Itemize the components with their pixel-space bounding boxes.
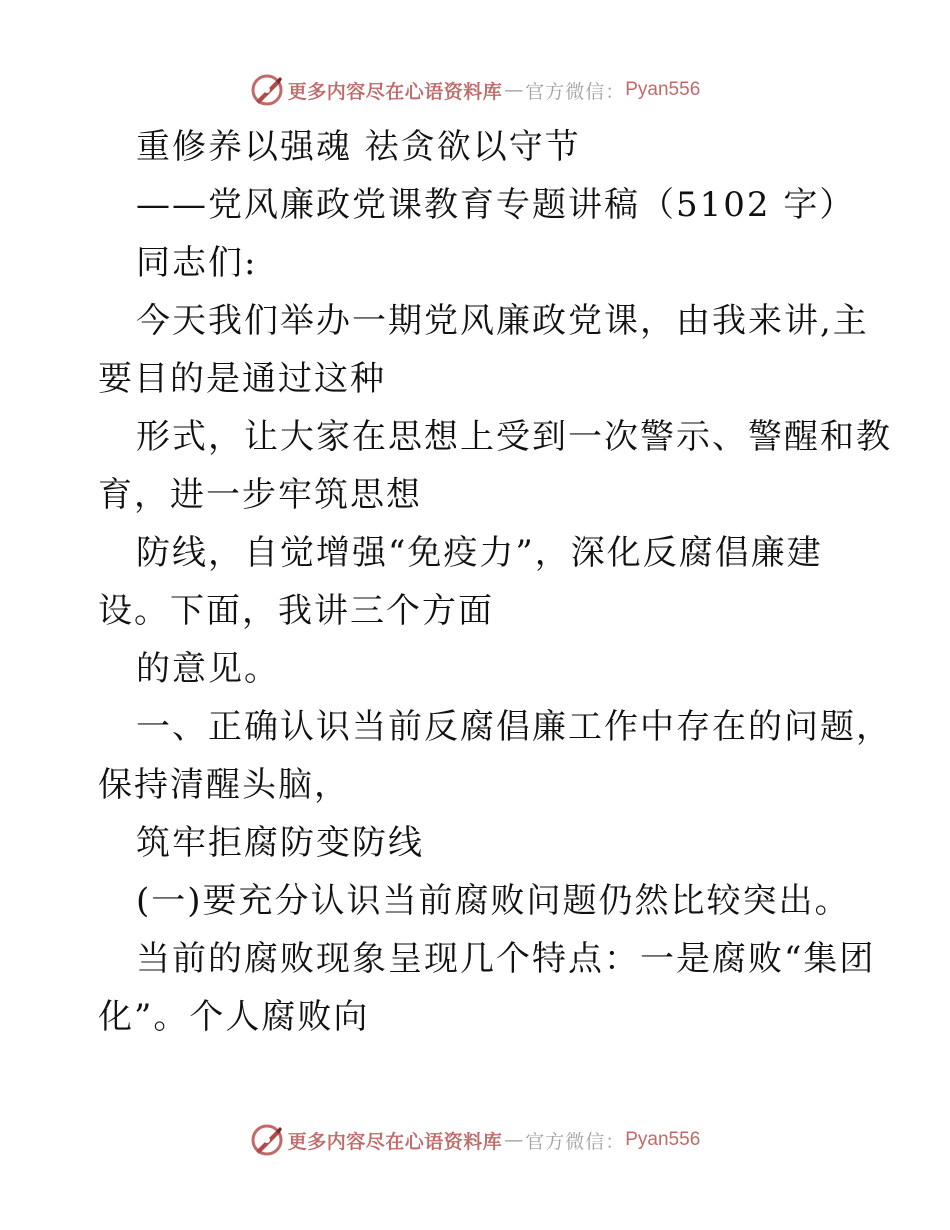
watermark-wechat-label: 官方微信： — [525, 1130, 626, 1153]
watermark-wechat-label: 官方微信： — [525, 80, 626, 103]
watermark-brand-text: 更多内容尽在心语资料库 — [287, 1130, 503, 1153]
pen-logo-icon — [250, 1123, 284, 1157]
paragraph-line: 化”。个人腐败向 — [98, 997, 370, 1037]
section-heading: 保持清醒头脑， — [98, 765, 350, 805]
paragraph-line: 要目的是通过这种 — [98, 359, 386, 399]
document-title: 重修养以强魂 祛贪欲以守节 — [136, 127, 581, 167]
watermark-brand-text: 更多内容尽在心语资料库 — [287, 80, 503, 103]
watermark-dash: — — [504, 1129, 524, 1151]
paragraph-line: 防线，自觉增强“免疫力”，深化反腐倡廉建 — [136, 533, 823, 573]
watermark-wechat-id: Pyan556 — [625, 1129, 701, 1150]
subsection-heading: (一)要充分认识当前腐败问题仍然比较突出。 — [136, 881, 851, 921]
paragraph-line: 设。下面，我讲三个方面 — [98, 591, 494, 631]
pen-logo-icon — [250, 73, 284, 107]
header-watermark — [0, 70, 950, 110]
section-heading: 筑牢拒腐防变防线 — [136, 823, 424, 863]
greeting: 同志们: — [136, 243, 258, 283]
paragraph-line: 今天我们举办一期党风廉政党课，由我来讲,主 — [136, 301, 869, 341]
watermark-wechat-id: Pyan556 — [625, 79, 701, 100]
watermark-dash: — — [504, 79, 524, 101]
section-heading: 一、正确认识当前反腐倡廉工作中存在的问题， — [136, 707, 892, 747]
paragraph-line: 育，进一步牢筑思想 — [98, 475, 422, 515]
paragraph-line: 形式，让大家在思想上受到一次警示、警醒和教 — [136, 417, 892, 457]
document-body — [0, 118, 950, 1046]
document-subtitle: ——党风廉政党课教育专题讲稿（5102 字） — [136, 185, 856, 225]
footer-watermark — [0, 1120, 950, 1160]
paragraph-line: 的意见。 — [136, 649, 280, 689]
paragraph-line: 当前的腐败现象呈现几个特点：一是腐败“集团 — [136, 939, 876, 979]
